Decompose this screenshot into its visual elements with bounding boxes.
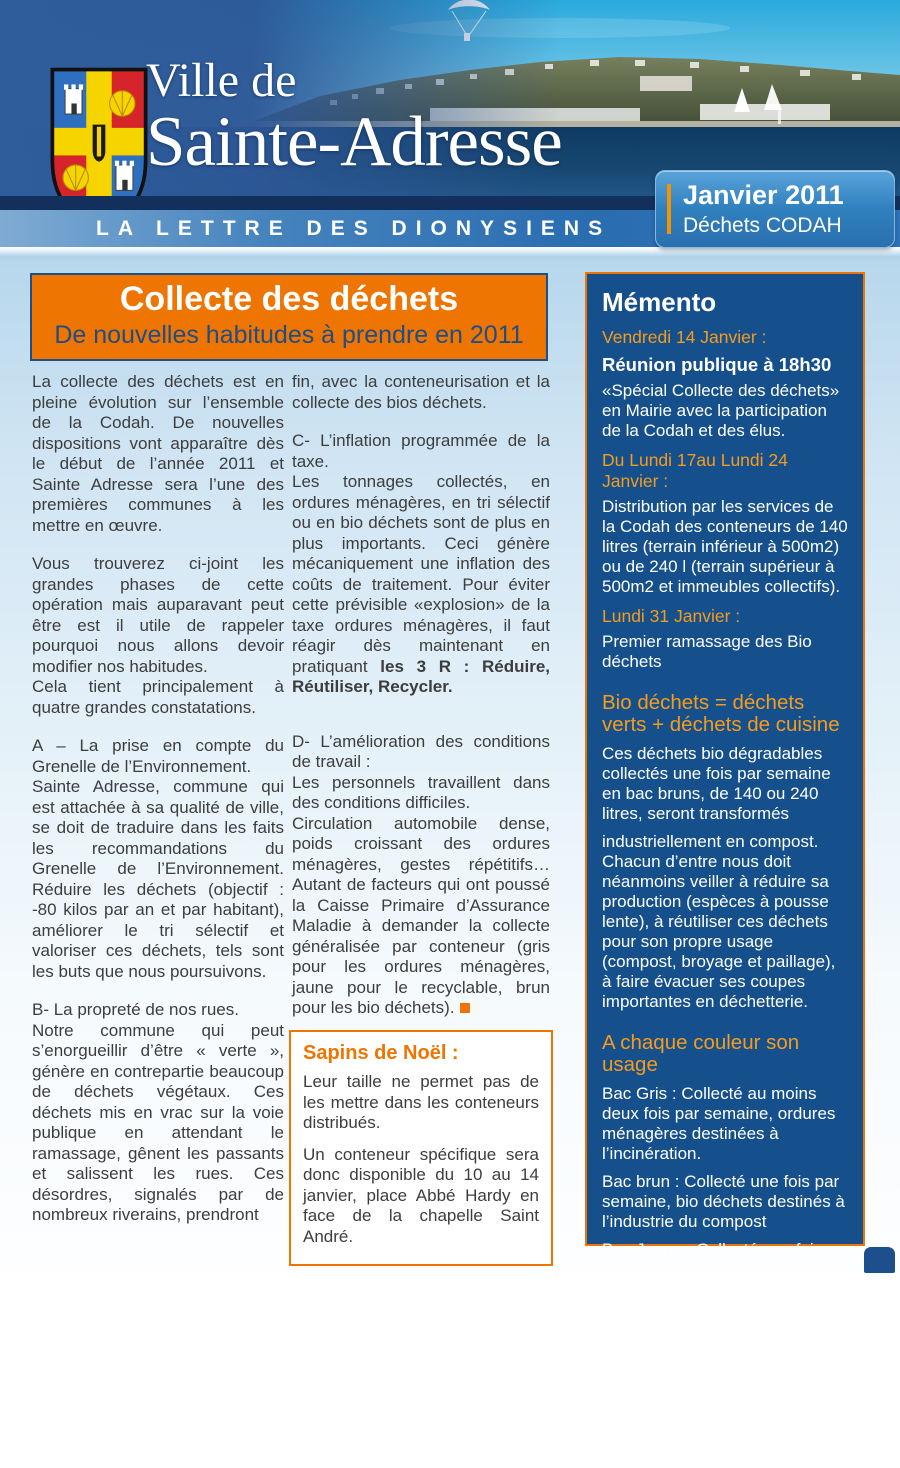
- article-title: Collecte des déchets: [119, 280, 459, 318]
- memento-text: «Spécial Collecte des déchets» en Mairie avec la participation de la Codah et des élus.: [602, 381, 840, 440]
- light-strip: [0, 247, 900, 263]
- tower-icon: [64, 84, 83, 114]
- memento-label: Lundi 31 Janvier :: [602, 606, 741, 626]
- article-subtitle: De nouvelles habitudes à prendre en 2011: [54, 320, 524, 349]
- couleur-usage-section: [602, 1032, 848, 1468]
- paragraph: Sainte Adresse, commune qui est attachée à sa qualité de ville, se doit de traduire dans les faits les recommandations du Grenelle de l’Environnement. Réduire les déchets (objectif : -80 kilos par an et par habitant), améliorer le tri sélectif et valoriser ces déchets, tels sont les buts que nous poursuivons.: [32, 777, 284, 981]
- issue-badge: [655, 170, 895, 248]
- memento-entry: [602, 327, 848, 441]
- memento-label: Du Lundi 17au Lundi 24 Janvier :: [602, 450, 788, 491]
- page-corner-tab: [864, 1247, 895, 1273]
- memento-entry: [602, 606, 848, 672]
- memento-entries: [602, 327, 848, 672]
- issue-badge-accent-bar: [667, 184, 671, 234]
- paragraph: Vous trouverez ci-joint les grandes phases de cette opération mais auparavant peut être est il utile de rappeler pourquoi nous allons devoir modifier nos habitudes.: [32, 554, 284, 676]
- memento-text: Distribution par les services de la Codah des conteneurs de 140 litres (terrain inférieur à 500m2) ou de 240 l (terrain supérieur à 500m2 et immeubles collectifs).: [602, 497, 848, 596]
- couleur-usage-heading: A chaque couleur son usage: [602, 1031, 800, 1076]
- paragraph: Bac Jaune : Collecté une fois par semaine, tri sélectif destiné au recyclage: [602, 1240, 837, 1299]
- paragraph: Cela tient principalement à quatre grandes constatations.: [32, 677, 284, 717]
- article-column-2: [292, 372, 550, 1019]
- memento-title: Mémento: [602, 287, 717, 317]
- paragraph: D- L’amélioration des conditions de travail :: [292, 731, 550, 771]
- tower-icon: [115, 161, 134, 191]
- paragraph: B- La propreté de nos rues.: [32, 1000, 239, 1019]
- bio-dechets-heading: Bio déchets = déchets verts + déchets de cuisine: [602, 691, 840, 736]
- memento-bold: Réunion publique à 18h30: [602, 354, 832, 375]
- paragraph: Les personnels travaillent dans des conditions difficiles.: [292, 772, 550, 812]
- paragraph: Les tonnages collectés, en ordures ménagères, en tri sélectif ou en bio déchets sont de plus en plus importants. Ceci génère mécaniquement une inflation des coûts de traitement. Pour éviter cette prévisible «explosion» de la taxe ordures ménagères, il faut réagir dès maintenant en pratiquant les 3 R : Réduire, Réutiliser, Recycler.: [292, 472, 550, 696]
- paragraph: Bac Gris : Collecté au moins deux fois par semaine, ordures ménagères destinées à l’incinération.: [602, 1084, 836, 1163]
- paragraph: Bac brun : Collecté une fois par semaine, bio déchets destinés à l’industrie du compost: [602, 1172, 845, 1231]
- paragraph: Attention : Les sacs jaunes délivrés en mairie disparaissent. Ils sont remplacés par des conteneurs jaunes (habitat pavillonnaire), et par des cabas ou bacs jaunes (habitat collectif), distribués par la Codah en Janvier 2011.: [602, 1308, 845, 1467]
- shell-icon: [110, 91, 135, 116]
- paragraph: Leur taille ne permet pas de les mettre dans les conteneurs distribués.: [303, 1072, 539, 1132]
- end-marker-square: [460, 1003, 470, 1013]
- paragraph: Circulation automobile dense, poids croissant des ordures ménagères, gestes répétitifs… Autant de facteurs qui ont poussé la Caisse Primaire d’Assurance Maladie à demander la collecte généralisée par conteneur (gris pour les ordures ménagères, jaune pour le recyclable, brun pour les bio déchets).: [292, 813, 550, 1017]
- paragraph: fin, avec la conteneurisation et la collecte des bios déchets.: [292, 372, 550, 412]
- paragraph: La collecte des déchets est en pleine évolution sur l’ensemble de la Codah. De nouvelles dispositions vont apparaître dès le début de l’année 2011 et Sainte Adresse sera l’une des premières communes à les mettre en œuvre.: [32, 372, 284, 535]
- city-title-line1: Ville de: [146, 54, 297, 107]
- memento-text: Premier ramassage des Bio déchets: [602, 632, 812, 671]
- city-title: [146, 54, 562, 182]
- issue-topic: Déchets CODAH: [683, 214, 842, 237]
- header: [0, 0, 900, 262]
- memento-label: Vendredi 14 Janvier :: [602, 327, 767, 347]
- paragraph: Ces déchets bio dégradables collectés une fois par semaine en bac bruns, de 140 ou 240 litres, seront transformés: [602, 744, 831, 823]
- paragraph: industriellement en compost. Chacun d’entre nous doit néanmoins veiller à réduire sa production (espèces à pousse lente), à réutiliser ces déchets pour son propre usage (compost, broyage et paillage), à faire évacuer ses coupes importantes en déchetterie.: [602, 832, 836, 1011]
- article-headline-banner: [30, 273, 548, 361]
- issue-date: Janvier 2011: [683, 180, 844, 210]
- shell-icon: [63, 165, 88, 190]
- city-title-line2: Sainte-Adresse: [146, 103, 562, 182]
- couleur-usage-paragraphs: [602, 1084, 848, 1468]
- paragraph: Un conteneur spécifique sera donc disponible du 10 au 14 janvier, place Abbé Hardy en face de la chapelle Saint André.: [303, 1144, 539, 1246]
- article-column-1: [32, 372, 284, 1226]
- memento-entry: [602, 450, 848, 597]
- sapins-paragraphs: [303, 1072, 539, 1247]
- memento-sidebar: [585, 272, 865, 1467]
- bio-dechets-section: [602, 692, 848, 1012]
- paragraph: Notre commune qui peut s’enorgueillir d’être « verte », génère en contrepartie beaucoup de déchets végétaux. Ces déchets mis en vrac sur la voie publique en attendant le ramassage, gênent les passants et salissent les rues. Ces désordres, signalés par de nombreux riverains, prendront: [32, 1020, 284, 1224]
- sapins-title: Sapins de Noël :: [303, 1042, 459, 1064]
- paragraph: A – La prise en compte du Grenelle de l’Environnement.: [32, 736, 284, 776]
- paragraph: C- L’inflation programmée de la taxe.: [292, 431, 550, 471]
- newsletter-banner-text: LA LETTRE DES DIONYSIENS: [96, 217, 612, 240]
- sapins-de-noel-box: [289, 1030, 553, 1266]
- bio-dechets-paragraphs: [602, 744, 848, 1012]
- palace-building: [640, 76, 692, 91]
